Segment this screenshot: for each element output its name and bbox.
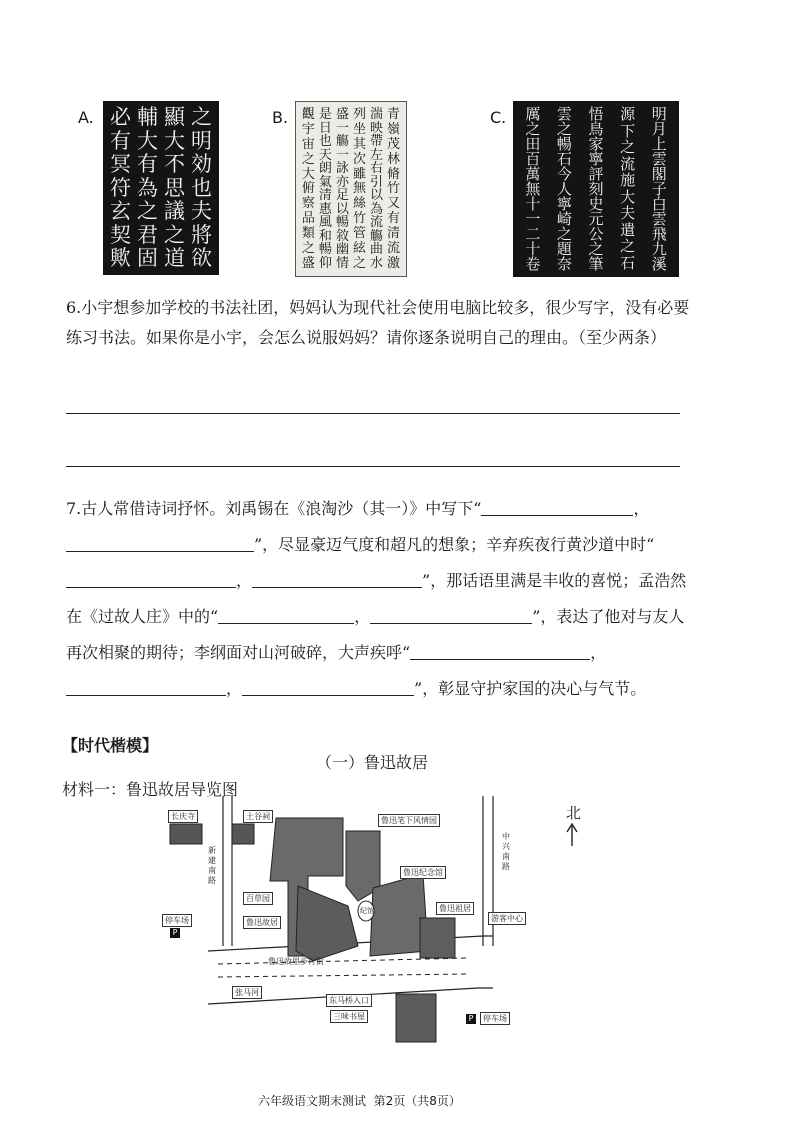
question-6: 6.小宇想参加学校的书法社团，妈妈认为现代社会使用电脑比较多，很少写字，没有必要练习书法。如果你是小宇，会怎么说服妈妈？请你逐条说明自己的理由。（至少两条） — [66, 298, 690, 347]
parking-icon-1: P — [170, 928, 180, 938]
calligraphy-column: 湍 映 帶 左 右 引 以 為 流 觴 曲 水 — [369, 107, 383, 271]
option-a-label: A. — [78, 108, 94, 127]
label-baicao: 百草园 — [243, 892, 273, 905]
blank-1[interactable] — [481, 497, 571, 516]
calligraphy-column: 列 坐 其 次 雖 無 絲 竹 管 絃 之 — [352, 107, 366, 271]
label-zuju: 鲁迅祖居 — [436, 902, 474, 915]
blank-3[interactable] — [66, 569, 236, 588]
blank-4[interactable] — [252, 569, 422, 588]
label-tingche-1: 停车场 — [162, 914, 192, 927]
label-entrance: 东马桥入口 — [326, 994, 372, 1007]
museum-map — [148, 796, 658, 1050]
label-xinjian-road: 新建南路 — [208, 846, 216, 885]
blank-1b[interactable] — [571, 497, 633, 516]
map-drawing — [148, 796, 658, 1050]
label-tugu: 土谷祠 — [243, 810, 273, 823]
option-c-calligraphy — [513, 101, 679, 277]
north-label: 北 — [566, 804, 582, 822]
parking-icon-2: P — [466, 1014, 476, 1024]
label-youke: 游客中心 — [488, 912, 526, 925]
label-zhongxing-road: 中兴南路 — [502, 832, 510, 871]
label-changqing: 长庆寺 — [168, 810, 198, 823]
blank-5[interactable] — [218, 605, 354, 624]
calligraphy-column: 明 月 上 雲 閣 子 白 雲 飛 九 溪 — [651, 105, 667, 273]
calligraphy-column: 必 有 冥 符 玄 契 歟 — [110, 105, 131, 270]
label-buxing: 鲁迅故里步行街 — [268, 957, 324, 966]
blank-6a[interactable] — [370, 605, 480, 624]
option-a-calligraphy — [103, 101, 219, 275]
blank-6b[interactable] — [480, 605, 532, 624]
option-b-calligraphy — [295, 101, 407, 277]
answer-line-1[interactable] — [66, 413, 680, 414]
answer-line-2[interactable] — [66, 466, 680, 467]
label-zhangmahe: 张马河 — [232, 986, 262, 999]
calligraphy-column: 悟 鳥 家 寧 評 刻 史 元 公 之 筆 — [588, 105, 604, 273]
option-c-label: C. — [490, 108, 507, 127]
label-sanwei: 三味书屋 — [330, 1010, 368, 1023]
calligraphy-column: 厲 之 田 百 萬 無 十 一 二 十 卷 — [525, 105, 541, 273]
calligraphy-column: 觀 宇 宙 之 大 俯 察 品 類 之 盛 — [301, 107, 315, 271]
calligraphy-column: 顯 大 不 思 議 之 道 — [164, 105, 185, 270]
option-b-label: B. — [272, 108, 289, 127]
calligraphy-column: 之 明 効 也 夫 將 欲 — [191, 105, 212, 270]
material-label: 材料一：鲁迅故居导览图 — [62, 780, 239, 799]
calligraphy-column: 雲 之 暢 石 今 人 寧 崎 之 題 奈 — [556, 105, 572, 273]
blank-7[interactable] — [410, 641, 590, 660]
calligraphy-column: 是 日 也 天 朗 氣 清 惠 風 和 暢 仰 — [318, 107, 332, 271]
calligraphy-column: 盛 一 觴 一 詠 亦 足 以 暢 敘 幽 情 — [335, 107, 349, 271]
blank-2[interactable] — [66, 533, 254, 552]
calligraphy-column: 源 下 之 流 施 大 夫 遣 之 石 — [620, 105, 636, 272]
blank-8[interactable] — [66, 677, 226, 696]
calligraphy-column: 輔 大 有 為 之 君 固 — [137, 105, 158, 270]
label-fengqing: 鲁迅笔下风情园 — [378, 814, 440, 827]
section-title: 【时代楷模】 — [62, 736, 159, 755]
label-guju: 鲁迅故居 — [243, 916, 281, 929]
question-7: 7.古人常借诗词抒怀。刘禹锡在《浪淘沙（其一）》中写下“ ，”，尽显豪迈气度和超凡的想象；辛弃疾夜行黄沙道中时“， ”，那话语里满是丰收的喜悦；孟浩然在《过故人庄》中的“ ， ”，表达了他对与友人再次相聚的期待；李纲面对山河破碎，大声疾呼“ ，， ”，彰显守护家国的决心与气节。 — [66, 499, 687, 698]
label-center: 纪馆 — [360, 907, 374, 915]
blank-9[interactable] — [242, 677, 414, 696]
section-subtitle: （一）鲁迅故居 — [316, 753, 429, 772]
page-footer: 六年级语文期末测试 第2页（共8页） — [258, 1094, 461, 1108]
label-jinianguan: 鲁迅纪念馆 — [400, 866, 446, 879]
calligraphy-column: 青 嶺 茂 林 脩 竹 又 有 清 流 激 — [386, 107, 400, 271]
label-tingche-2: 停车场 — [480, 1012, 510, 1025]
